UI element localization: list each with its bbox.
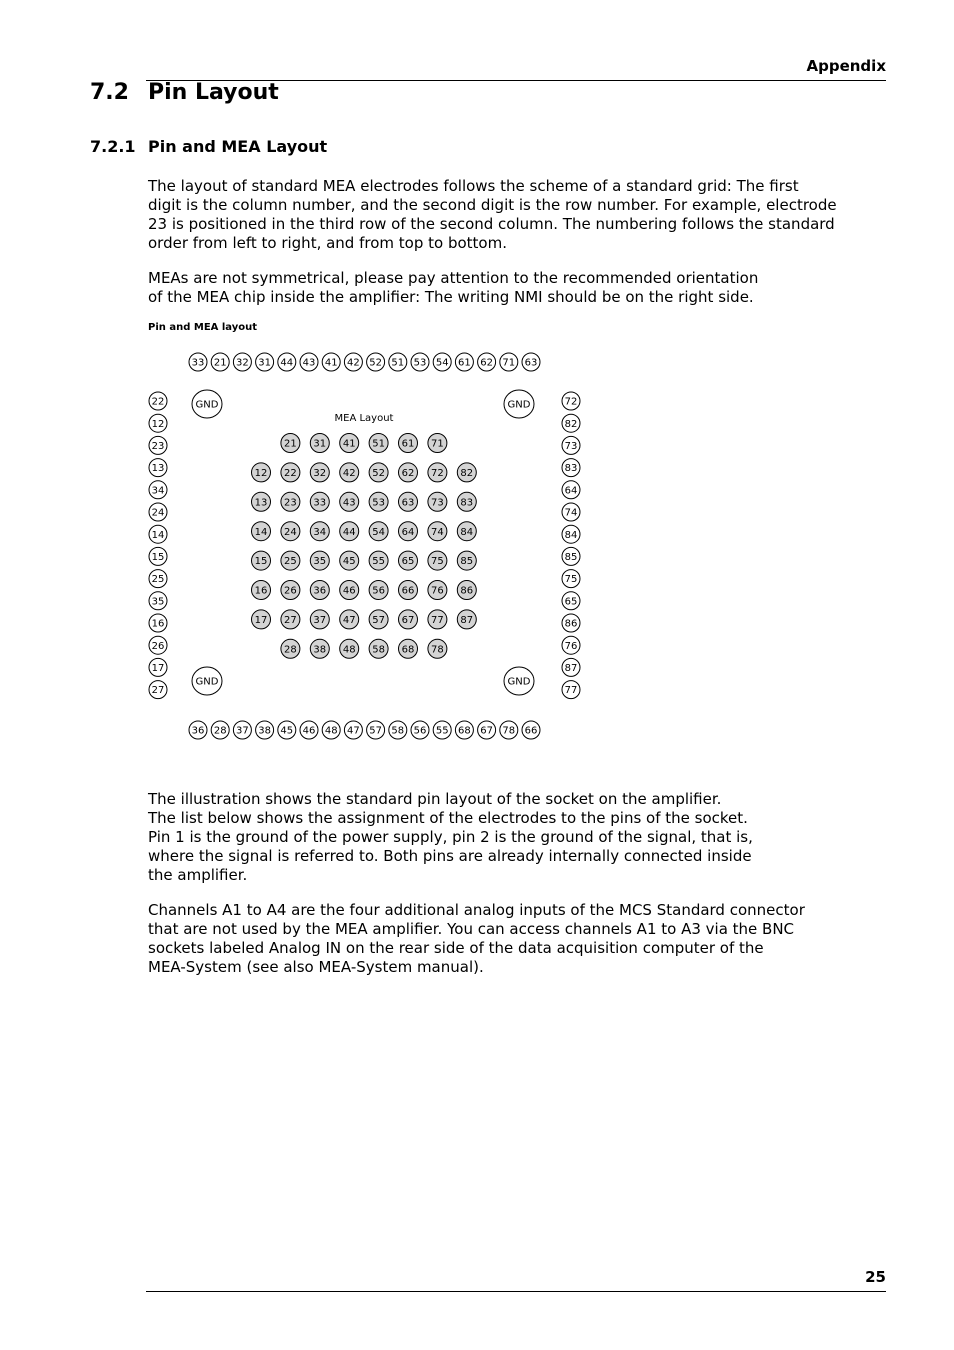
top-pin <box>500 353 518 371</box>
svg-text:64: 64 <box>401 526 415 538</box>
svg-text:28: 28 <box>213 725 227 737</box>
svg-text:38: 38 <box>258 725 271 737</box>
electrode <box>281 551 300 570</box>
svg-text:41: 41 <box>324 357 338 369</box>
svg-text:82: 82 <box>564 418 578 430</box>
left-pin <box>149 614 167 632</box>
electrode <box>281 581 300 600</box>
paragraph-line: of the MEA chip inside the amplifier: The writing NMI should be on the right side. <box>148 288 754 306</box>
svg-text:75: 75 <box>564 574 578 586</box>
electrode <box>252 551 271 570</box>
electrode <box>457 463 476 482</box>
electrode <box>457 492 476 511</box>
bottom-pin <box>433 721 451 739</box>
electrode <box>281 522 300 541</box>
mea-layout-label: MEA Layout <box>334 413 394 424</box>
gnd-bottom-right <box>504 667 534 695</box>
top-pin <box>233 353 251 371</box>
svg-text:86: 86 <box>460 585 474 597</box>
top-pin <box>211 353 229 371</box>
svg-text:32: 32 <box>236 357 249 369</box>
svg-text:13: 13 <box>254 497 268 509</box>
svg-text:78: 78 <box>431 644 444 656</box>
bottom-pin <box>256 721 274 739</box>
electrode <box>310 581 329 600</box>
left-pin <box>149 503 167 521</box>
paragraph-line: The illustration shows the standard pin layout of the socket on the amplifier. <box>148 790 722 808</box>
svg-text:33: 33 <box>191 357 205 369</box>
svg-text:55: 55 <box>435 725 449 737</box>
svg-text:78: 78 <box>502 725 516 737</box>
electrode <box>340 434 359 453</box>
electrode <box>340 492 359 511</box>
svg-text:87: 87 <box>564 663 578 674</box>
svg-text:31: 31 <box>313 438 327 450</box>
electrode <box>369 581 388 600</box>
electrode <box>428 581 447 600</box>
paragraph-line: sockets labeled Analog IN on the rear side of the data acquisition computer of the <box>148 939 764 957</box>
top-pin <box>367 353 385 371</box>
electrode <box>428 610 447 629</box>
bottom-pin <box>389 721 407 739</box>
svg-text:56: 56 <box>372 585 385 597</box>
right-pin <box>562 414 580 432</box>
top-pin <box>433 353 451 371</box>
paragraph-line: the amplifier. <box>148 866 248 884</box>
svg-text:67: 67 <box>480 725 493 737</box>
electrode <box>428 463 447 482</box>
electrode <box>369 522 388 541</box>
paragraph-line: 23 is positioned in the third row of the second column. The numbering follows the standard <box>148 215 835 233</box>
svg-text:14: 14 <box>151 529 165 541</box>
electrode <box>399 522 418 541</box>
electrode <box>340 522 359 541</box>
paragraph-pin-layout <box>148 790 848 885</box>
svg-text:15: 15 <box>151 552 165 563</box>
subsection-number: 7.2.1 <box>90 137 136 156</box>
svg-text:61: 61 <box>458 357 471 369</box>
right-pin <box>562 636 580 654</box>
svg-text:23: 23 <box>151 441 165 452</box>
svg-text:75: 75 <box>431 556 444 568</box>
svg-text:71: 71 <box>502 357 516 369</box>
svg-text:52: 52 <box>369 357 382 369</box>
left-pin <box>149 436 167 454</box>
svg-text:24: 24 <box>284 526 297 538</box>
svg-text:57: 57 <box>372 615 385 626</box>
bottom-pin <box>478 721 496 739</box>
svg-text:21: 21 <box>213 357 227 369</box>
left-pin <box>149 658 167 676</box>
svg-text:62: 62 <box>401 468 415 479</box>
svg-text:77: 77 <box>431 615 444 626</box>
electrode <box>281 434 300 453</box>
svg-text:12: 12 <box>151 418 165 430</box>
svg-text:43: 43 <box>302 357 316 369</box>
svg-text:72: 72 <box>431 468 444 479</box>
bottom-pin <box>233 721 251 739</box>
bottom-pin <box>522 721 540 739</box>
svg-text:31: 31 <box>258 357 271 369</box>
right-pin <box>562 570 580 588</box>
electrode <box>310 551 329 570</box>
paragraph-line: The list below shows the assignment of the electrodes to the pins of the socket. <box>148 809 748 827</box>
right-pin <box>562 392 580 410</box>
svg-text:45: 45 <box>342 556 356 568</box>
svg-text:66: 66 <box>524 725 538 737</box>
electrode <box>252 492 271 511</box>
left-pin <box>149 481 167 499</box>
paragraph-line: The layout of standard MEA electrodes follows the scheme of a standard grid: The first <box>148 177 799 195</box>
svg-text:17: 17 <box>151 663 165 674</box>
electrode <box>369 492 388 511</box>
svg-text:48: 48 <box>342 644 356 656</box>
svg-text:52: 52 <box>372 468 385 479</box>
top-pin <box>278 353 296 371</box>
electrode <box>399 581 418 600</box>
page-number: 25 <box>865 1268 886 1286</box>
paragraph-line: digit is the column number, and the second digit is the row number. For example, electrode <box>148 196 837 214</box>
electrode <box>457 551 476 570</box>
svg-text:21: 21 <box>284 438 297 450</box>
svg-text:51: 51 <box>391 357 405 369</box>
bottom-pin <box>189 721 207 739</box>
svg-text:61: 61 <box>401 438 415 450</box>
left-pin <box>149 547 167 565</box>
svg-text:GND: GND <box>507 399 531 411</box>
svg-text:35: 35 <box>151 596 165 608</box>
svg-text:25: 25 <box>151 574 165 586</box>
svg-text:44: 44 <box>280 357 294 369</box>
svg-text:GND: GND <box>195 676 219 688</box>
svg-text:16: 16 <box>151 618 165 630</box>
footer-rule <box>146 1291 886 1292</box>
top-pin <box>322 353 340 371</box>
svg-text:58: 58 <box>372 644 385 656</box>
electrode <box>399 434 418 453</box>
svg-text:26: 26 <box>284 585 297 597</box>
svg-text:38: 38 <box>313 644 327 656</box>
electrode <box>281 463 300 482</box>
right-pin <box>562 614 580 632</box>
top-pin <box>256 353 274 371</box>
svg-text:GND: GND <box>507 676 531 688</box>
svg-text:22: 22 <box>284 468 297 479</box>
electrode <box>428 522 447 541</box>
gnd-bottom-left <box>192 667 222 695</box>
electrode <box>252 581 271 600</box>
svg-text:54: 54 <box>435 357 449 369</box>
svg-text:76: 76 <box>431 585 444 597</box>
svg-text:82: 82 <box>460 468 474 479</box>
svg-text:16: 16 <box>254 585 268 597</box>
svg-text:46: 46 <box>302 725 316 737</box>
right-pin <box>562 547 580 565</box>
svg-text:84: 84 <box>564 529 578 541</box>
electrode <box>428 492 447 511</box>
svg-text:34: 34 <box>313 526 327 538</box>
svg-text:73: 73 <box>431 497 444 509</box>
svg-text:42: 42 <box>347 357 360 369</box>
svg-text:56: 56 <box>413 725 427 737</box>
electrode <box>310 522 329 541</box>
electrode <box>281 639 300 658</box>
svg-text:17: 17 <box>254 615 268 626</box>
svg-text:65: 65 <box>401 556 415 568</box>
top-pin <box>189 353 207 371</box>
paragraph-line: Pin 1 is the ground of the power supply, pin 2 is the ground of the signal, that is, <box>148 828 753 846</box>
svg-text:63: 63 <box>401 497 415 509</box>
svg-text:47: 47 <box>342 615 356 626</box>
right-pin <box>562 525 580 543</box>
svg-text:35: 35 <box>313 556 327 568</box>
left-pin <box>149 525 167 543</box>
electrode <box>252 610 271 629</box>
svg-text:36: 36 <box>313 585 327 597</box>
left-pin <box>149 459 167 477</box>
svg-text:14: 14 <box>254 526 268 538</box>
subsection-title: Pin and MEA Layout <box>148 137 328 156</box>
electrode <box>457 610 476 629</box>
svg-text:34: 34 <box>151 485 165 497</box>
electrode <box>310 492 329 511</box>
svg-text:85: 85 <box>564 552 578 563</box>
right-pin <box>562 436 580 454</box>
svg-text:64: 64 <box>564 485 578 497</box>
svg-text:24: 24 <box>151 507 165 519</box>
svg-text:65: 65 <box>564 596 578 608</box>
header-section-label: Appendix <box>806 57 886 75</box>
bottom-pin <box>367 721 385 739</box>
electrode <box>369 610 388 629</box>
svg-text:68: 68 <box>401 644 415 656</box>
svg-text:53: 53 <box>413 357 427 369</box>
svg-text:37: 37 <box>313 615 327 626</box>
svg-text:74: 74 <box>431 526 444 538</box>
svg-text:25: 25 <box>284 556 297 568</box>
bottom-pin <box>455 721 473 739</box>
svg-text:84: 84 <box>460 526 474 538</box>
left-pin <box>149 414 167 432</box>
svg-text:72: 72 <box>564 396 578 408</box>
left-pin <box>149 392 167 410</box>
svg-text:15: 15 <box>254 556 268 568</box>
right-pin <box>562 592 580 610</box>
svg-text:73: 73 <box>564 441 578 452</box>
electrode <box>428 551 447 570</box>
svg-text:68: 68 <box>458 725 471 737</box>
paragraph-line: MEAs are not symmetrical, please pay attention to the recommended orientation <box>148 269 759 287</box>
top-pin <box>411 353 429 371</box>
svg-text:74: 74 <box>564 507 578 519</box>
gnd-top-right <box>504 390 534 418</box>
svg-text:32: 32 <box>313 468 327 479</box>
paragraph-line: MEA-System (see also MEA-System manual). <box>148 958 484 976</box>
top-pin <box>522 353 540 371</box>
bottom-pin <box>500 721 518 739</box>
paragraph-line: order from left to right, and from top to bottom. <box>148 234 507 252</box>
electrode <box>310 610 329 629</box>
electrode <box>399 551 418 570</box>
electrode <box>252 463 271 482</box>
bottom-pin <box>300 721 318 739</box>
electrode <box>399 463 418 482</box>
electrode <box>369 551 388 570</box>
svg-text:57: 57 <box>369 725 382 737</box>
top-pin <box>389 353 407 371</box>
paragraph-line: where the signal is referred to. Both pins are already internally connected inside <box>148 847 752 865</box>
electrode <box>252 522 271 541</box>
electrode <box>310 434 329 453</box>
svg-text:27: 27 <box>151 685 165 697</box>
left-pin <box>149 636 167 654</box>
svg-text:44: 44 <box>342 526 356 538</box>
paragraph-line: Channels A1 to A4 are the four additional analog inputs of the MCS Standard connector <box>148 901 805 919</box>
bottom-pin <box>278 721 296 739</box>
top-pin <box>344 353 362 371</box>
paragraph-analog-channels <box>148 901 848 977</box>
gnd-top-left <box>192 390 222 418</box>
electrode <box>340 581 359 600</box>
electrode <box>399 492 418 511</box>
top-pin <box>478 353 496 371</box>
electrode <box>457 522 476 541</box>
svg-text:GND: GND <box>195 399 219 411</box>
svg-text:33: 33 <box>313 497 327 509</box>
svg-text:77: 77 <box>564 685 578 697</box>
electrode <box>340 463 359 482</box>
left-pin <box>149 570 167 588</box>
electrode <box>369 463 388 482</box>
svg-text:36: 36 <box>191 725 205 737</box>
svg-text:13: 13 <box>151 463 165 475</box>
svg-text:83: 83 <box>564 463 578 475</box>
svg-text:12: 12 <box>254 468 268 479</box>
electrode <box>369 434 388 453</box>
svg-text:54: 54 <box>372 526 385 538</box>
bottom-pin <box>322 721 340 739</box>
svg-text:62: 62 <box>480 357 493 369</box>
section-title: Pin Layout <box>148 80 279 105</box>
electrode <box>428 434 447 453</box>
left-pin <box>149 681 167 699</box>
right-pin <box>562 681 580 699</box>
svg-text:76: 76 <box>564 640 578 652</box>
svg-text:86: 86 <box>564 618 578 630</box>
svg-text:43: 43 <box>342 497 356 509</box>
svg-text:58: 58 <box>391 725 405 737</box>
top-pin <box>300 353 318 371</box>
svg-text:42: 42 <box>342 468 356 479</box>
top-pin <box>455 353 473 371</box>
electrode <box>340 610 359 629</box>
svg-text:63: 63 <box>524 357 538 369</box>
svg-text:85: 85 <box>460 556 474 568</box>
electrode <box>310 463 329 482</box>
electrode <box>457 581 476 600</box>
svg-text:47: 47 <box>347 725 360 737</box>
bottom-pin <box>344 721 362 739</box>
svg-text:37: 37 <box>236 725 249 737</box>
svg-text:46: 46 <box>342 585 356 597</box>
paragraph-line: that are not used by the MEA amplifier. You can access channels A1 to A3 via the BNC <box>148 920 795 938</box>
svg-text:41: 41 <box>342 438 356 450</box>
svg-text:23: 23 <box>284 497 297 509</box>
electrode <box>399 610 418 629</box>
right-pin <box>562 503 580 521</box>
electrode <box>399 639 418 658</box>
electrode <box>340 551 359 570</box>
svg-text:67: 67 <box>401 615 415 626</box>
left-pin <box>149 592 167 610</box>
electrode <box>281 492 300 511</box>
svg-text:87: 87 <box>460 615 474 626</box>
svg-text:51: 51 <box>372 438 385 450</box>
electrode <box>428 639 447 658</box>
electrode <box>369 639 388 658</box>
electrode <box>310 639 329 658</box>
svg-text:71: 71 <box>431 438 444 450</box>
right-pin <box>562 481 580 499</box>
svg-text:83: 83 <box>460 497 474 509</box>
svg-text:45: 45 <box>280 725 294 737</box>
bottom-pin <box>411 721 429 739</box>
right-pin <box>562 459 580 477</box>
right-pin <box>562 658 580 676</box>
svg-text:22: 22 <box>151 396 165 408</box>
svg-text:27: 27 <box>284 615 297 626</box>
svg-text:53: 53 <box>372 497 385 509</box>
figure-caption: Pin and MEA layout <box>148 322 258 333</box>
svg-text:28: 28 <box>284 644 297 656</box>
svg-text:55: 55 <box>372 556 385 568</box>
bottom-pin <box>211 721 229 739</box>
svg-text:26: 26 <box>151 640 165 652</box>
section-number: 7.2 <box>90 80 129 105</box>
svg-text:66: 66 <box>401 585 415 597</box>
svg-text:48: 48 <box>324 725 338 737</box>
electrode <box>281 610 300 629</box>
electrode <box>340 639 359 658</box>
